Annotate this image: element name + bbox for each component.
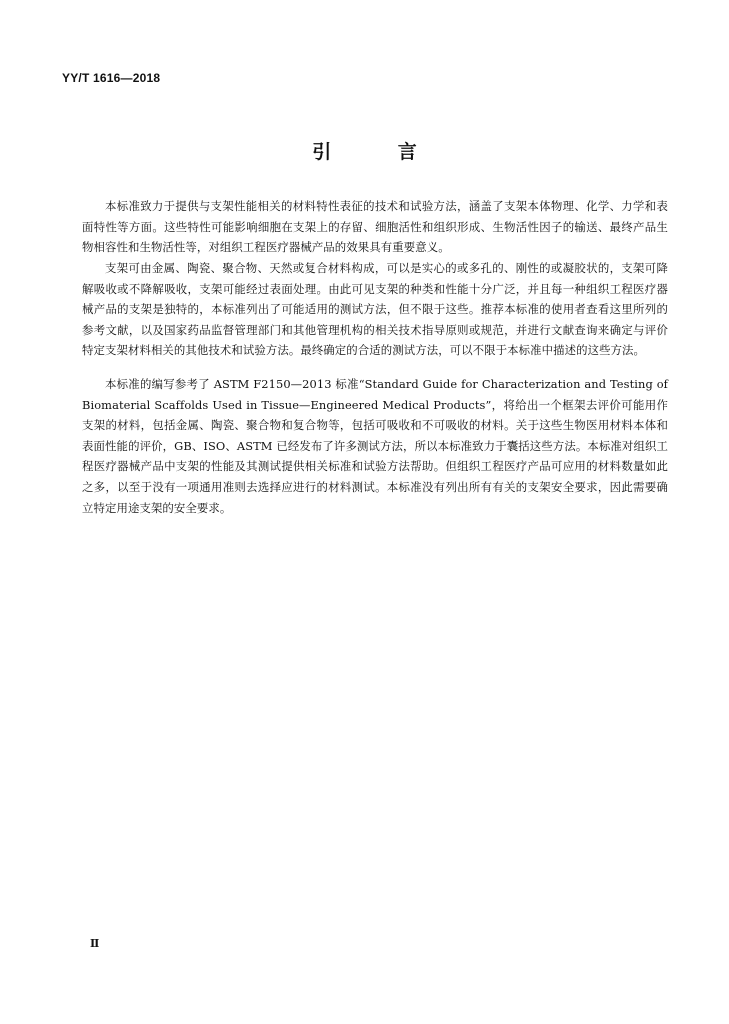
page-number: Ⅱ bbox=[90, 937, 100, 950]
paragraph-2: 支架可由金属、陶瓷、聚合物、天然或复合材料构成，可以是实心的或多孔的、刚性的或凝胶状的，支架可降解吸收或不降解吸收，支架可能经过表面处理。由此可见支架的种类和性能十分广泛，并且每一种组织工程医疗器械产品的支架是独特的，本标准列出了可能适用的测试方法，但不限于这些。推荐本标准的使用者查看这里所列的参考文献，以及国家药品监督管理部门和其他管理机构的相关技术指导原则或规范，并进行文献查询来确定与评价特定支架材料相关的其他技术和试验方法。最终确定的合适的测试方法，可以不限于本标准中描述的这些方法。 bbox=[82, 261, 668, 358]
standard-number: YY/T 1616—2018 bbox=[62, 71, 161, 85]
paragraph-3: 本标准的编写参考了 ASTM F2150—2013 标准“Standard Guide for Characterization and Testing of Biomaterial Scaffolds Used in Tissue—Engineered Medical Products”，将给出一个框架去评价可能用作支架的材料，包括金属、陶瓷、聚合物和复合物等，包括可吸收和不可吸收的材料。关于这些生物医用材料本体和表面性能的评价，GB、ISO、ASTM 已经发布了许多测试方法，所以本标准致力于囊括这些方法。本标准对组织工程医疗器械产品中支架的性能及其测试提供相关标准和试验方法帮助。但组织工程医疗产品可应用的材料数量如此之多，以至于没有一项通用准则去选择应进行的材料测试。本标准没有列出所有有关的支架安全要求，因此需要确立特定用途支架的安全要求。 bbox=[82, 377, 668, 515]
paragraph-1: 本标准致力于提供与支架性能相关的材料特性表征的技术和试验方法，涵盖了支架本体物理、化学、力学和表面特性等方面。这些特性可能影响细胞在支架上的存留、细胞活性和组织形成、生物活性因子的输送、最终产品生物相容性和生物活性等，对组织工程医疗器械产品的效果具有重要意义。 bbox=[82, 199, 668, 255]
page-title: 引 言 bbox=[312, 141, 447, 163]
